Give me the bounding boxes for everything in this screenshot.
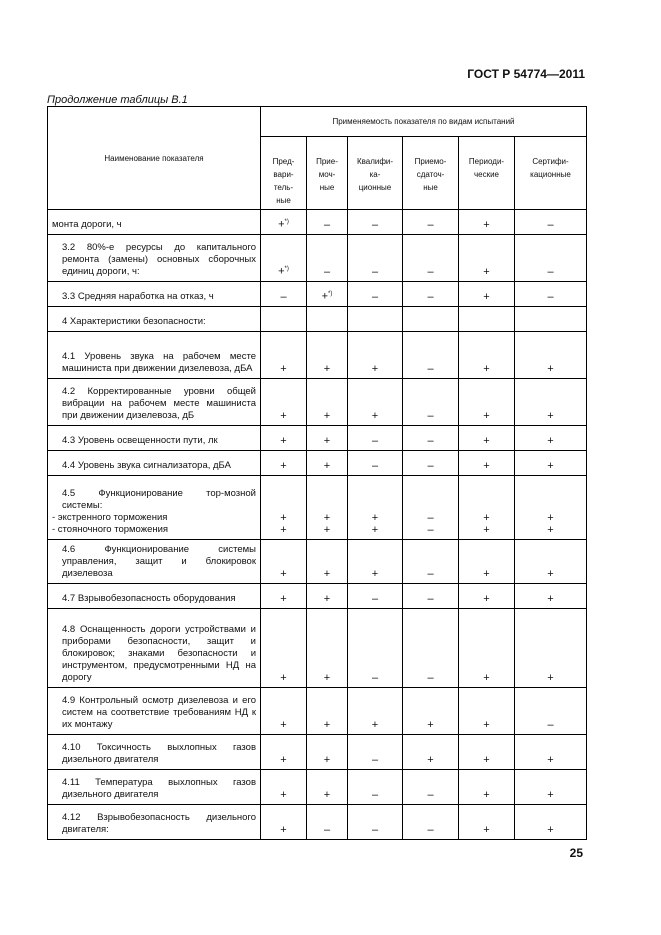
indicator-name-header: Наименование показателя [48, 107, 261, 210]
applicability-cell [459, 805, 515, 840]
applicability-mark: + [483, 512, 490, 524]
indicator-name [48, 609, 261, 688]
indicator-name-line: 4.4 Уровень звука сигнализатора, дБА [62, 460, 231, 471]
indicator-name [48, 332, 261, 379]
applicability-cell [261, 332, 307, 379]
indicator-name-line: 4.3 Уровень освещенности пути, лк [62, 435, 218, 446]
applicability-cell [261, 379, 307, 426]
indicator-name [48, 540, 261, 584]
applicability-mark: +*) [278, 266, 289, 278]
indicator-name-line: 3.2 80%-е ресурсы до капитального ремонта (замены) основных сборочных единиц дороги, ч: [62, 242, 256, 277]
applicability-mark: + [280, 719, 287, 731]
applicability-cell [348, 307, 403, 332]
applicability-mark: + [547, 824, 554, 836]
applicability-mark: + [483, 789, 490, 801]
test-types-group-header: Применяемость показателя по видам испытаний [261, 107, 587, 137]
applicability-mark: – [371, 824, 379, 836]
applicability-mark: + [427, 719, 434, 731]
applicability-mark: + [427, 754, 434, 766]
applicability-mark: + [371, 568, 379, 580]
column-header: Прие- моч- ные [307, 137, 348, 210]
applicability-mark: – [371, 672, 379, 684]
applicability-cell [515, 770, 587, 805]
applicability-mark: + [547, 789, 554, 801]
applicability-mark: + [323, 512, 331, 524]
applicability-mark: + [280, 789, 287, 801]
applicability-mark: + [323, 410, 331, 422]
applicability-mark: – [371, 435, 379, 447]
applicability-cell [403, 282, 459, 307]
applicability-mark: + [483, 410, 490, 422]
applicability-mark: + [323, 568, 331, 580]
applicability-mark: + [371, 512, 379, 524]
applicability-cell [515, 426, 587, 451]
applicability-mark: + [280, 524, 287, 536]
table-row [48, 770, 587, 805]
applicability-mark: + [280, 460, 287, 472]
applicability-mark: + [323, 524, 331, 536]
indicator-name-line: 4.7 Взрывобезопасность оборудования [62, 593, 236, 604]
applicability-mark: – [547, 291, 554, 303]
indicator-name [48, 235, 261, 282]
applicability-cell [348, 688, 403, 735]
indicator-name-line: 4.10 Токсичность выхлопных газов дизельного двигателя [62, 742, 256, 765]
applicability-mark: + [280, 672, 287, 684]
applicability-cell [403, 735, 459, 770]
applicability-cell [348, 735, 403, 770]
applicability-cell [403, 451, 459, 476]
table-row [48, 609, 587, 688]
applicability-cell [459, 210, 515, 235]
applicability-mark: + [547, 672, 554, 684]
applicability-mark: – [371, 291, 379, 303]
applicability-mark: + [547, 410, 554, 422]
applicability-cell [261, 805, 307, 840]
applicability-mark: + [483, 219, 490, 231]
applicability-cell [307, 805, 348, 840]
document-id: ГОСТ Р 54774—2011 [467, 67, 585, 81]
indicator-name-line: 4.6 Функционирование системы управления, защит и блокировок дизелевоза [62, 544, 256, 579]
applicability-mark: – [427, 219, 434, 231]
applicability-mark: + [547, 568, 554, 580]
applicability-cell [403, 688, 459, 735]
applicability-mark: – [427, 435, 434, 447]
applicability-cell [459, 379, 515, 426]
applicability-cell [307, 688, 348, 735]
applicability-cell [307, 451, 348, 476]
applicability-mark: + [483, 363, 490, 375]
applicability-mark: + [547, 460, 554, 472]
applicability-cell [403, 540, 459, 584]
applicability-mark: + [280, 568, 287, 580]
applicability-cell [307, 770, 348, 805]
applicability-mark: + [323, 435, 331, 447]
applicability-cell [261, 235, 307, 282]
indicator-name-line: 4.2 Корректированные уровни общей вибрации на рабочем месте машиниста при движении дизелевоза, дБ [62, 386, 256, 421]
applicability-mark: + [483, 754, 490, 766]
table-row [48, 451, 587, 476]
table-row [48, 379, 587, 426]
applicability-cell [307, 282, 348, 307]
applicability-mark: + [280, 754, 287, 766]
applicability-cell [403, 609, 459, 688]
applicability-mark: + [483, 435, 490, 447]
applicability-mark: – [371, 593, 379, 605]
applicability-cell [307, 540, 348, 584]
applicability-cell [515, 805, 587, 840]
indicator-name [48, 688, 261, 735]
table-row [48, 332, 587, 379]
applicability-mark: + [280, 363, 287, 375]
applicability-cell [348, 379, 403, 426]
applicability-mark: – [427, 568, 434, 580]
applicability-mark: + [547, 435, 554, 447]
applicability-mark: – [323, 824, 331, 836]
applicability-cell [459, 426, 515, 451]
applicability-mark: + [323, 593, 331, 605]
applicability-mark: + [483, 524, 490, 536]
indicator-name [48, 770, 261, 805]
applicability-cell [515, 735, 587, 770]
applicability-cell [515, 235, 587, 282]
applicability-mark: + [280, 512, 287, 524]
applicability-cell [307, 426, 348, 451]
applicability-mark: + [483, 672, 490, 684]
applicability-mark: + [483, 719, 490, 731]
applicability-cell [459, 770, 515, 805]
applicability-mark: + [323, 460, 331, 472]
indicator-name-line: 4 Характеристики безопасности: [62, 316, 206, 327]
table-row [48, 688, 587, 735]
applicability-cell [459, 540, 515, 584]
applicability-cell [403, 307, 459, 332]
table-row [48, 805, 587, 840]
applicability-cell [459, 235, 515, 282]
applicability-mark: – [427, 593, 434, 605]
applicability-cell [403, 476, 459, 540]
applicability-cell [459, 688, 515, 735]
applicability-mark: + [371, 410, 379, 422]
applicability-mark: – [371, 460, 379, 472]
applicability-mark: +*) [321, 291, 333, 303]
indicator-name-line: 3.3 Средняя наработка на отказ, ч [62, 291, 214, 302]
indicator-name [48, 426, 261, 451]
column-header: Пред- вари- тель- ные [261, 137, 307, 210]
applicability-mark: – [280, 291, 287, 303]
indicator-name [48, 476, 261, 540]
applicability-cell [403, 426, 459, 451]
applicability-mark: – [547, 719, 554, 731]
applicability-cell [261, 307, 307, 332]
table-row [48, 210, 587, 235]
applicability-cell [459, 451, 515, 476]
column-header: Периоди- ческие [459, 137, 515, 210]
applicability-mark: – [547, 219, 554, 231]
applicability-cell [348, 805, 403, 840]
applicability-mark: + [483, 824, 490, 836]
applicability-mark: + [483, 266, 490, 278]
applicability-cell [348, 210, 403, 235]
applicability-mark: + [371, 719, 379, 731]
applicability-cell [515, 540, 587, 584]
indicator-name-line: 4.5 Функционирование тор-мозной системы: [62, 488, 256, 511]
page-number: 25 [569, 846, 583, 860]
column-header: Приемо- сдаточ- ные [403, 137, 459, 210]
indicator-name [48, 805, 261, 840]
applicability-cell [403, 805, 459, 840]
applicability-mark: + [547, 363, 554, 375]
applicability-mark: + [483, 568, 490, 580]
indicator-name [48, 584, 261, 609]
indicator-name-line: монта дороги, ч [52, 219, 122, 230]
applicability-cell [261, 476, 307, 540]
applicability-cell [348, 332, 403, 379]
applicability-cell [307, 379, 348, 426]
applicability-cell [459, 307, 515, 332]
applicability-cell [261, 770, 307, 805]
applicability-cell [348, 426, 403, 451]
applicability-mark: + [280, 435, 287, 447]
applicability-mark: – [427, 789, 434, 801]
applicability-mark: + [323, 672, 331, 684]
applicability-mark: +*) [278, 219, 289, 231]
applicability-cell [515, 451, 587, 476]
indicator-name-line: 4.9 Контрольный осмотр дизелевоза и его систем на соответствие требованиям НД к их монтажу [62, 695, 256, 730]
applicability-cell [261, 540, 307, 584]
applicability-cell [261, 282, 307, 307]
applicability-mark: – [427, 460, 434, 472]
applicability-mark: + [547, 754, 554, 766]
applicability-mark: + [323, 789, 331, 801]
applicability-cell [459, 584, 515, 609]
indicator-name [48, 735, 261, 770]
applicability-cell [307, 609, 348, 688]
table-row [48, 540, 587, 584]
applicability-mark: + [483, 291, 490, 303]
indicator-name-line: 4.8 Оснащенность дороги устройствами и приборами безопасности, защит и блокировок; знаками безопасности и инструментом, предусмотренными НД на дорогу [62, 624, 256, 683]
applicability-cell [261, 688, 307, 735]
applicability-cell [348, 235, 403, 282]
applicability-cell [261, 426, 307, 451]
applicability-cell [348, 584, 403, 609]
applicability-cell [403, 584, 459, 609]
indicator-name [48, 451, 261, 476]
applicability-mark: – [427, 266, 434, 278]
applicability-cell [261, 210, 307, 235]
indicator-name-line: 4.1 Уровень звука на рабочем месте машиниста при движении дизелевоза, дБА [62, 351, 256, 374]
applicability-mark: + [371, 363, 379, 375]
table-row [48, 426, 587, 451]
applicability-cell [403, 235, 459, 282]
applicability-cell [403, 770, 459, 805]
applicability-cell [403, 332, 459, 379]
applicability-cell [515, 307, 587, 332]
column-header: Сертифи- кационные [515, 137, 587, 210]
applicability-cell [459, 735, 515, 770]
applicability-cell [307, 307, 348, 332]
applicability-cell [348, 540, 403, 584]
applicability-cell [348, 451, 403, 476]
applicability-cell [261, 584, 307, 609]
indicator-name [48, 210, 261, 235]
indicator-name-line: 4.12 Взрывобезопасность дизельного двигателя: [62, 812, 256, 835]
applicability-mark: – [371, 789, 379, 801]
applicability-mark: + [547, 512, 554, 524]
applicability-cell [459, 476, 515, 540]
applicability-mark: – [427, 291, 434, 303]
table-row [48, 282, 587, 307]
applicability-cell [307, 476, 348, 540]
applicability-mark: + [280, 824, 287, 836]
applicability-mark: – [547, 266, 554, 278]
applicability-mark: – [371, 754, 379, 766]
applicability-cell [515, 282, 587, 307]
applicability-cell [515, 210, 587, 235]
applicability-cell [307, 235, 348, 282]
applicability-cell [515, 332, 587, 379]
indicator-name [48, 379, 261, 426]
applicability-cell [307, 735, 348, 770]
applicability-cell [261, 609, 307, 688]
applicability-cell [459, 332, 515, 379]
applicability-mark: + [280, 593, 287, 605]
table-continuation-caption: Продолжение таблицы В.1 [47, 94, 188, 106]
applicability-cell [307, 210, 348, 235]
applicability-cell [515, 688, 587, 735]
indicator-name-line: 4.11 Температура выхлопных газов дизельного двигателя [62, 777, 256, 800]
indicator-name [48, 307, 261, 332]
table-row [48, 307, 587, 332]
applicability-cell [515, 379, 587, 426]
applicability-cell [403, 379, 459, 426]
applicability-cell [515, 476, 587, 540]
applicability-cell [307, 584, 348, 609]
applicability-mark: + [483, 460, 490, 472]
applicability-cell [515, 584, 587, 609]
applicability-mark: – [427, 512, 434, 524]
applicability-cell [307, 332, 348, 379]
applicability-mark: + [547, 524, 554, 536]
applicability-mark: + [323, 754, 331, 766]
table-row [48, 584, 587, 609]
indicator-name-line: - экстренного торможения [52, 512, 168, 523]
applicability-mark: + [323, 363, 331, 375]
applicability-mark: + [371, 524, 379, 536]
table-row [48, 735, 587, 770]
applicability-cell [459, 609, 515, 688]
applicability-cell [348, 282, 403, 307]
applicability-cell [348, 609, 403, 688]
applicability-cell [348, 770, 403, 805]
applicability-mark: – [427, 524, 434, 536]
applicability-table [47, 106, 587, 840]
applicability-mark: – [371, 266, 379, 278]
applicability-mark: + [547, 593, 554, 605]
applicability-mark: – [323, 219, 331, 231]
table-row [48, 476, 587, 540]
applicability-cell [348, 476, 403, 540]
applicability-mark: + [483, 593, 490, 605]
indicator-name [48, 282, 261, 307]
applicability-mark: + [280, 410, 287, 422]
applicability-cell [515, 609, 587, 688]
applicability-mark: – [427, 363, 434, 375]
indicator-name-line: - стояночного торможения [52, 524, 169, 535]
applicability-mark: – [427, 410, 434, 422]
applicability-cell [459, 282, 515, 307]
applicability-mark: + [323, 719, 331, 731]
applicability-mark: – [427, 824, 434, 836]
applicability-cell [261, 451, 307, 476]
applicability-cell [403, 210, 459, 235]
table-row [48, 235, 587, 282]
applicability-cell [261, 735, 307, 770]
column-header: Квалифи- ка- ционные [348, 137, 403, 210]
applicability-mark: – [323, 266, 331, 278]
applicability-mark: – [427, 672, 434, 684]
applicability-mark: – [371, 219, 379, 231]
